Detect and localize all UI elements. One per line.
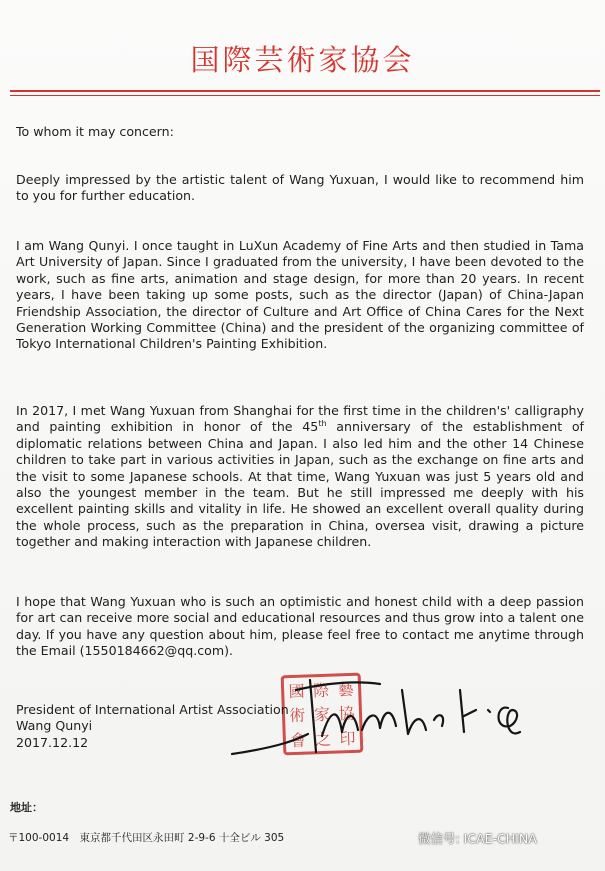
- signatory-title: President of International Artist Association: [16, 702, 289, 717]
- salutation: To whom it may concern:: [16, 124, 174, 139]
- paragraph-meeting: [16, 403, 584, 551]
- paragraph-meeting-part1: In 2017, I met Wang Yuxuan from Shanghai for the first time in the children's' calligraphy and painting exhibition in honor of the 45: [16, 403, 584, 435]
- paragraph-intro: Deeply impressed by the artistic talent of Wang Yuxuan, I would like to recommend him to you for further education.: [16, 172, 584, 204]
- paragraph-background: I am Wang Qunyi. I once taught in LuXun Academy of Fine Arts and then studied in Tama Art University of Japan. Since I graduated from the university, I have been devoted to the work, such as fine arts, animation and stage design, for more than 20 years. In recent years, I have been taking up some posts, such as the director (Japan) of China-Japan Friendship Association, the director of Culture and Art Office of China Cares for the Next Generation Working Committee (China) and the president of the organizing committee of Tokyo International Children's Painting Exhibition.: [16, 238, 584, 352]
- address-label: 地址：: [10, 801, 43, 814]
- address-line: 〒100-0014 東京都千代田区永田町 2-9-6 十全ビル 305: [8, 832, 285, 844]
- letter-date: 2017.12.12: [16, 735, 89, 750]
- letterhead-rule-thick: [10, 90, 600, 92]
- signatory-name: Wang Qunyi: [16, 718, 93, 733]
- letterhead-rule-thin: [10, 95, 600, 96]
- red-seal-stamp: 國 際 藝 術 家 協 會 之 印: [281, 673, 364, 756]
- paragraph-meeting-part2: anniversary of the establishment of diplomatic relations between China and Japan. I also led him and the other 14 Chinese children to take part in various activities in Japan, such as the exchange on fine arts and the visit to some Japanese schools. At that time, Wang Yuxuan was just 5 years old and also the youngest member in the team. But he still impressed me deeply with his excellent painting skills and vitality in life. He showed an excellent overall quality during the whole process, such as the preparation in China, oversea visit, drawing a picture together and making interaction with Japanese children.: [16, 419, 584, 550]
- wechat-watermark: [418, 829, 537, 847]
- watermark-text: 微信号: ICAE-CHINA: [418, 831, 537, 846]
- ordinal-suffix: th: [318, 419, 327, 429]
- paragraph-closing: I hope that Wang Yuxuan who is such an optimistic and honest child with a deep passion for art can receive more social and educational resources and thus grow into a talent one day. If you have any question about him, please feel free to contact me anytime through the Email (1550184662@qq.com).: [16, 594, 584, 659]
- letterhead-title: 国際芸術家協会: [190, 43, 415, 77]
